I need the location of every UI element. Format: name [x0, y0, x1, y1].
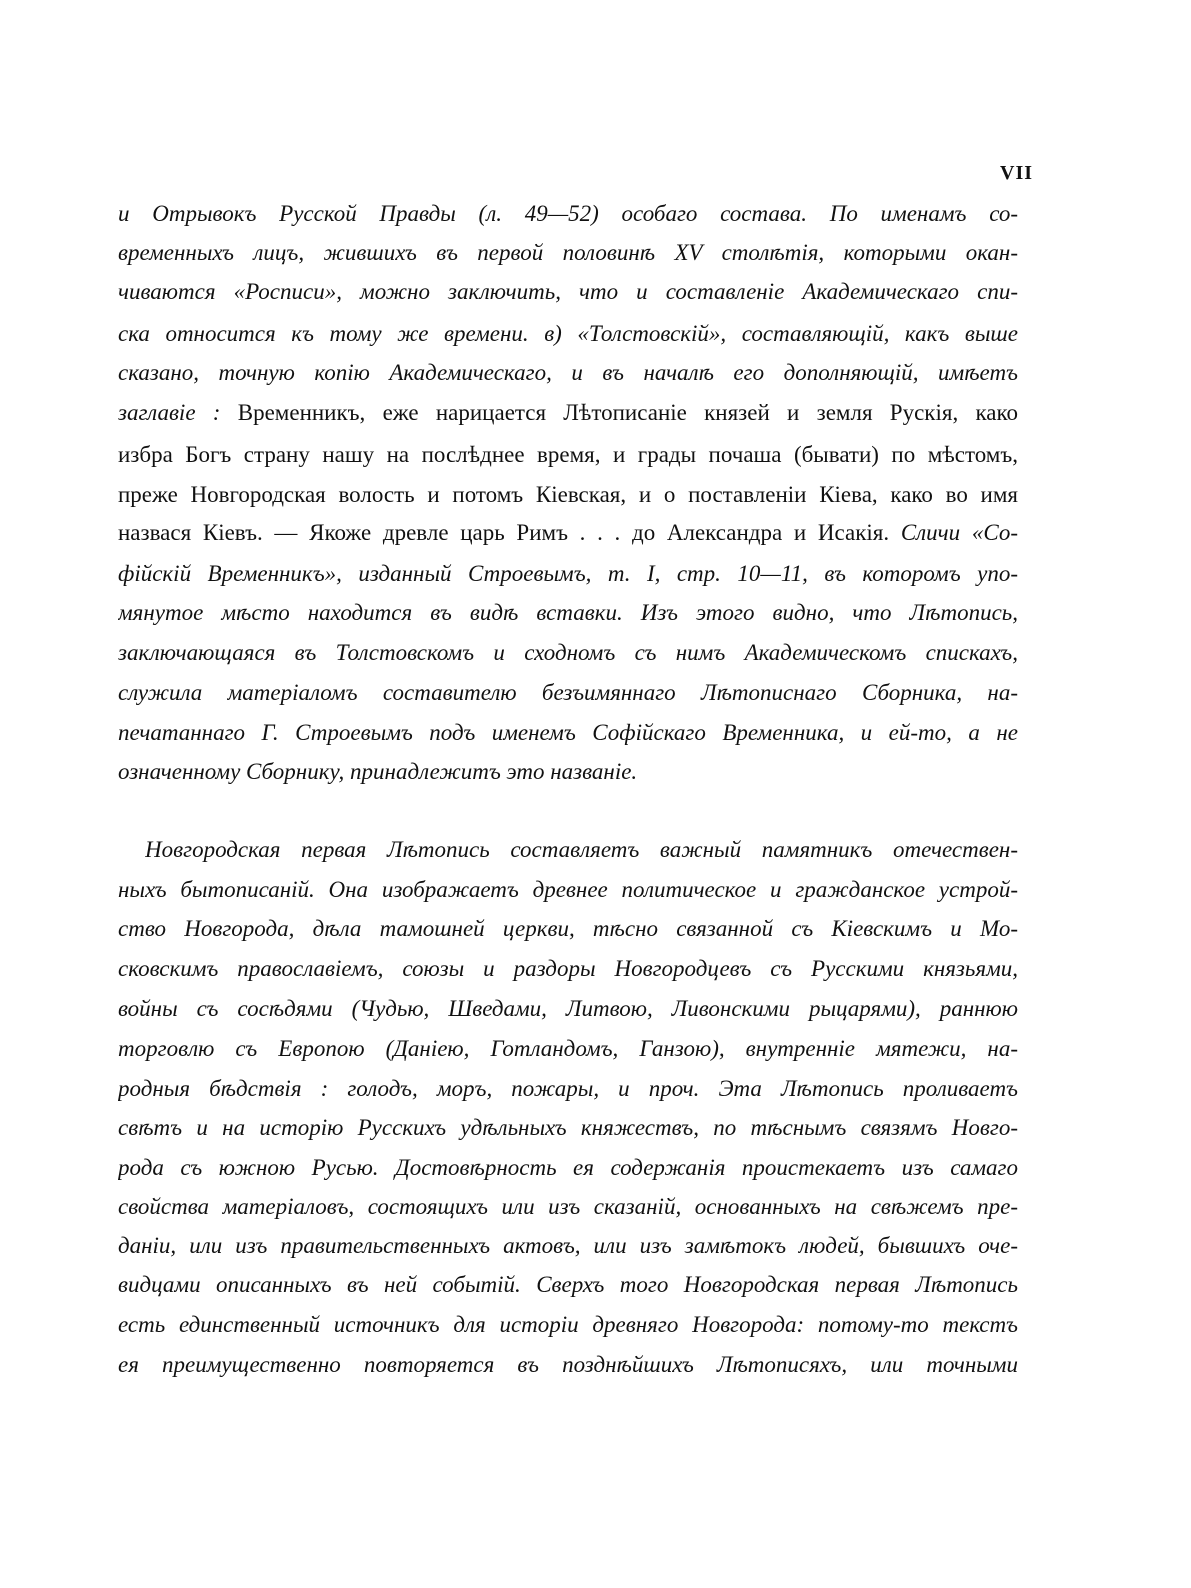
- text-line: и Отрывокъ Русской Правды (л. 49—52) особаго состава. По именамъ со-: [118, 201, 1018, 226]
- text-line: преже Новгородская волость и потомъ Кіевская, и о поставленіи Кіева, како во имя: [118, 482, 1018, 507]
- text-line: свѣтъ и на исторію Русскихъ удѣльныхъ княжествъ, по тѣснымъ связямъ Новго-: [118, 1115, 1018, 1140]
- text-line: избра Богъ страну нашу на послѣднее время, и грады почаша (бывати) по мѣстомъ,: [118, 442, 1018, 467]
- text-segment-italic: заглавіе :: [118, 400, 221, 425]
- text-line: есть единственный источникъ для исторіи древняго Новгорода: потому-то текстъ: [118, 1312, 1018, 1337]
- text-line: временныхъ лицъ, жившихъ въ первой половинѣ XV столѣтія, которыми окан-: [118, 240, 1018, 265]
- text-line: свойства матеріаловъ, состоящихъ или изъ сказаній, основанныхъ на свѣжемъ пре-: [118, 1194, 1018, 1219]
- text-segment-roman: Временникъ, еже нарицается Лѣтописаніе князей и земля Рускія, како: [237, 400, 1018, 425]
- text-line: заключающаяся въ Толстовскомъ и сходномъ съ нимъ Академическомъ спискахъ,: [118, 640, 1018, 665]
- text-line: мянутое мѣсто находится въ видѣ вставки. Изъ этого видно, что Лѣтопись,: [118, 600, 1018, 625]
- text-line: служила матеріаломъ составителю безъимяннаго Лѣтописнаго Сборника, на-: [118, 680, 1018, 705]
- text-line: означенному Сборнику, принадлежитъ это названіе.: [118, 759, 638, 784]
- text-line: ея преимущественно повторяется въ позднѣйшихъ Лѣтописяхъ, или точными: [118, 1352, 1018, 1377]
- text-line: фійскій Временникъ», изданный Строевымъ, т. I, стр. 10—11, въ которомъ упо-: [118, 561, 1018, 586]
- text-line: рода съ южною Русью. Достовѣрность ея содержанія проистекаетъ изъ самаго: [118, 1155, 1018, 1180]
- text-line: печатаннаго Г. Строевымъ подъ именемъ Софійскаго Временника, и ей-то, а не: [118, 720, 1018, 745]
- text-segment-roman: назвася Кіевъ. — Якоже древле царь Римъ . . . до Александра и Исакія.: [118, 520, 890, 545]
- text-line: сковскимъ православіемъ, союзы и раздоры Новгородцевъ съ Русскими князьями,: [118, 956, 1018, 981]
- text-line: Новгородская первая Лѣтопись составляетъ важный памятникъ отечествен-: [145, 837, 1018, 862]
- text-line: сказано, точную копію Академическаго, и въ началѣ его дополняющій, имѣетъ: [118, 360, 1018, 385]
- page-number: VII: [1000, 162, 1034, 184]
- text-line: [118, 516, 1018, 550]
- text-line: ство Новгорода, дѣла тамошней церкви, тѣсно связанной съ Кіевскимъ и Мо-: [118, 916, 1018, 941]
- text-line: видцами описанныхъ въ ней событій. Сверхъ того Новгородская первая Лѣтопись: [118, 1272, 1018, 1297]
- text-line: ска относится къ тому же времени. в) «Толстовскій», составляющій, какъ выше: [118, 321, 1018, 346]
- text-segment-italic: Сличи «Со-: [900, 520, 1018, 545]
- text-line: даніи, или изъ правительственныхъ актовъ, или изъ замѣтокъ людей, бывшихъ оче-: [118, 1233, 1018, 1258]
- text-line: родныя бѣдствія : голодъ, моръ, пожары, и проч. Эта Лѣтопись проливаетъ: [118, 1076, 1018, 1101]
- text-line: торговлю съ Европою (Даніею, Готландомъ, Ганзою), внутренніе мятежи, на-: [118, 1036, 1018, 1061]
- text-line: войны съ сосѣдями (Чудью, Шведами, Литвою, Ливонскими рыцарями), раннюю: [118, 996, 1018, 1021]
- text-line: [118, 396, 1018, 430]
- text-line: ныхъ бытописаній. Она изображаетъ древнее политическое и гражданское устрой-: [118, 877, 1018, 902]
- text-line: чиваются «Росписи», можно заключить, что и составленіе Академическаго спи-: [118, 279, 1018, 304]
